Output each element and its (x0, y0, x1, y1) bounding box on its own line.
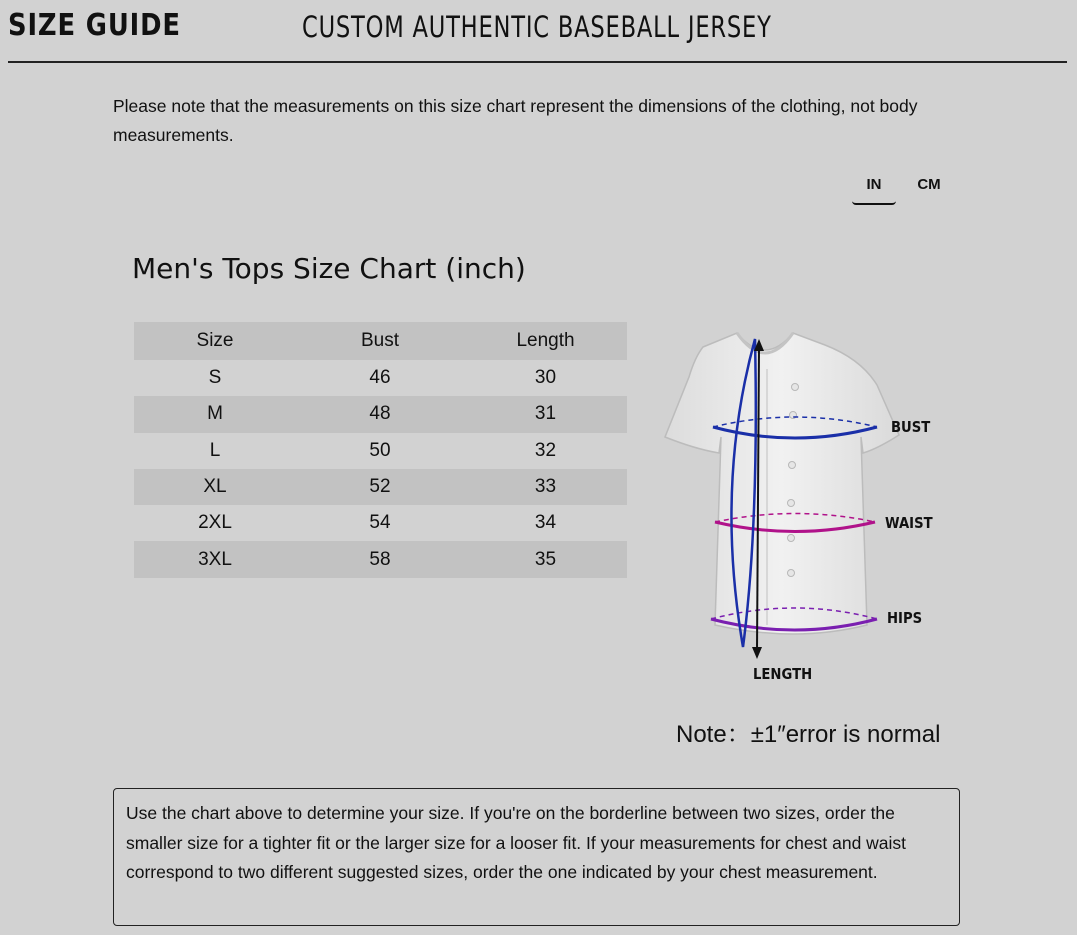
bust-cell: 46 (369, 367, 391, 389)
waist-label: WAIST (885, 514, 933, 532)
length-cell: 32 (534, 439, 557, 461)
size-guide-heading: SIZE GUIDE (8, 8, 181, 43)
header-divider (8, 61, 1067, 63)
error-note: Note：±1″error is normal (676, 721, 941, 748)
column-header-length: Length (516, 330, 575, 351)
bust-cell: 58 (369, 548, 391, 570)
size-cell: L (209, 439, 221, 461)
jersey-measurement-diagram (655, 325, 955, 690)
size-cell: S (208, 367, 222, 389)
unit-option-cm[interactable]: CM (917, 176, 941, 193)
size-cell: M (207, 403, 223, 425)
length-cell: 33 (534, 476, 557, 498)
table-header-row (134, 322, 627, 360)
table-row (134, 396, 627, 432)
size-cell: 3XL (198, 548, 232, 570)
unit-option-in[interactable]: IN (852, 176, 896, 205)
length-label: LENGTH (753, 665, 813, 683)
bust-cell: 54 (369, 512, 391, 534)
table-row (134, 541, 627, 577)
unit-toggle (852, 176, 952, 210)
bust-cell: 48 (369, 403, 391, 425)
size-table (134, 322, 627, 578)
size-cell: 2XL (198, 512, 232, 534)
sizing-advice-box: Use the chart above to determine your size. If you're on the borderline between two sizes, order the smaller size for a tighter fit or the larger size for a looser fit. If your measurements for chest and waist correspond to two different suggested sizes, order the one indicated by your chest measurement. (113, 788, 960, 926)
size-cell: XL (203, 476, 227, 498)
column-header-bust: Bust (360, 330, 400, 351)
size-chart-title: Men's Tops Size Chart (inch) (132, 252, 526, 285)
table-row (134, 360, 627, 396)
table-row (134, 505, 627, 541)
baseball-jersey-icon (655, 325, 955, 690)
bust-cell: 50 (369, 439, 391, 461)
header (0, 0, 1077, 64)
table-row (134, 433, 627, 469)
bust-cell: 52 (369, 476, 391, 498)
product-title: CUSTOM AUTHENTIC BASEBALL JERSEY (302, 10, 772, 44)
column-header-size: Size (196, 330, 234, 351)
table-row (134, 469, 627, 505)
length-cell: 30 (534, 367, 557, 389)
length-cell: 34 (534, 512, 557, 534)
length-cell: 35 (534, 548, 557, 570)
measurement-notice: Please note that the measurements on this size chart represent the dimensions of the clothing, not body measurements. (113, 96, 918, 145)
length-cell: 31 (534, 403, 557, 425)
bust-label: BUST (891, 418, 931, 436)
hips-label: HIPS (887, 609, 923, 627)
